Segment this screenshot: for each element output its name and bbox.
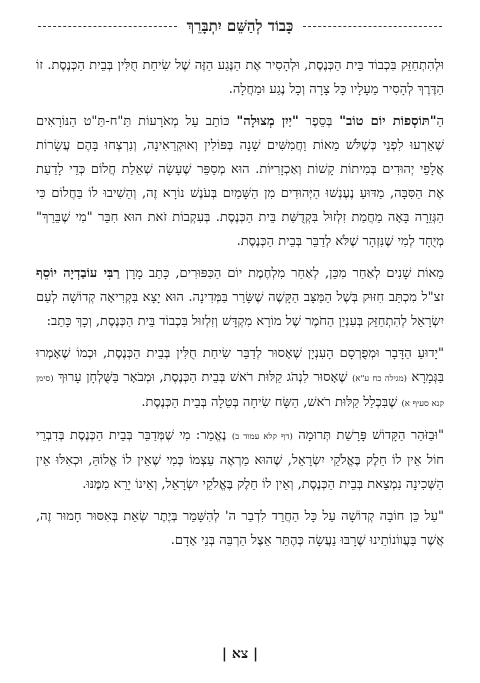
text-run: זצ"ל מִכְתַּב חִזּוּק בְּשֶׁל הַמַּצָּב הַקָּשֶׁה שֶׁשָּׂרַר בַּמְּדִינָה. הוּא יָצָא בִּקְרִיאָה קְדוֹשָׁה לְעַם יִשְׂרָאֵל לְהִתְחַזֵּק בְּעִנְיַן הַחֹמֶר שֶׁל מוֹרָא מִקְדָּשׁ וְזִלְזוּל בִּכְבוֹד בֵּית הַכְּנֶסֶת, וְכָךְ כָּתַב: [36,290,444,329]
header-title: כָּבוֹד לְהַשֵּׁם יִתְבָּרֵךְ [186,16,294,35]
text-run: "יָדוּעַ הַדָּבָר וּמְפֻרְסָם הָעִנְיָן שֶׁאָסוּר לְדַבֵּר שִׂיחַת חֻלִּין בְּבֵית הַכְּנֶסֶת, וּכְמוֹ שֶׁאָמְרוּ בַּגְּמָרָא [36,346,444,385]
source-citation: (דף קלא עמוד ב) [231,432,293,442]
paragraph-5-quote [36,424,444,497]
paragraph-4-quote [36,342,444,416]
rabbi-name: רַבִּי עוֹבַדְיָה יוֹסֵף [36,266,120,281]
source-citation: (מגילה כח ע"א) [352,374,407,384]
text-run: כּוֹתֵב עַל מְאֹרָעוֹת תַּ"ח-תַּ"ט הַנּוֹרָאִים שֶׁאֵרְעוּ לִפְנֵי כְּשֶׁלֹּשׁ מֵאוֹת וַחֲמִשִּׁים שָׁנָה בְּפּוֹלִין וְאוּקְרַאִינָה, וְנִרְצְחוּ בָּהֶם עֲשָׂרוֹת אֲלָפֵי יְהוּדִים בְּמִיתוֹת קָשׁוֹת וְאַכְזָרִיּוֹת. הוּא מְסַפֵּר שֶׁעָשָׂה שְׁאֵלַת חֲלוֹם כְּדֵי לָדַעַת אֶת הַסִּבָּה, מַדּוּעַ נֶעֶנְשׁוּ הַיְּהוּדִים מִן הַשָּׁמַיִם בְּעֹנֶשׁ נוֹרָא זֶה, וְהֵשִׁיבוּ לוֹ בַּחֲלוֹם כִּי הַגְּזֵרָה בָּאָה מֵחֲמַת זִלְזוּל בִּקְדֻשַּׁת בֵּית הַכְּנֶסֶת. בְּעִקְבוֹת זֹאת הוּא חִבֵּר "מִי שֶׁבֵּרַךְ" מְיֻחָד לְמִי שֶׁנִּזְהָר שֶׁלֹּא לְדַבֵּר בְּבֵית הַכְּנֶסֶת. [36,114,444,249]
paragraph-3 [36,262,444,334]
book-title: "יַיִן מְצוּלָה" [236,114,299,129]
paragraph-2 [36,110,444,254]
page-body [36,54,444,561]
text-run: "וּבַזֹּהַר הַקָּדוֹשׁ פָּרָשַׁת תְּרוּמָה [292,428,444,443]
paragraph-1: וּלְהִתְחַזֵּק בִּכְבוֹד בֵּית הַכְּנֶסֶת, וּלְהָסִיר אֶת הַנֶּגַע הַזֶּה שֶׁל שִׂיחַת חֻלִּין בְּבֵית הַכְּנֶסֶת. זוֹ הַדֶּרֶךְ לְהָסִיר מֵעָלָיו כָּל צָרָה וְכָל נֶגַע וּמַחֲלָה. [36,58,444,97]
text-run: בְּסֵפֶר [298,114,340,129]
header-divider-left [38,26,177,27]
running-header [38,12,442,40]
source-citation: (סימן קנא סעיף א) [36,374,444,409]
text-run: מֵאוֹת שָׁנִים לְאַחַר מִכֵּן, לְאַחַר מִלְחֶמֶת יוֹם הַכִּפּוּרִים, כָּתַב מָרָן [119,266,444,281]
text-run: נֶאֱמַר: מִי שֶׁמְּדַבֵּר בְּבֵית הַכְּנֶסֶת בְּדִבְרֵי חוֹל אֵין לוֹ חֵלֶק בֶּאֱלֹקֵי יִשְׂרָאֵל, שֶׁהוּא מַרְאֶה עַצְמוֹ כְּמִי שֶׁאֵין לוֹ אֱלוֹהַּ, וּכְאִלּוּ אֵין הַשְּׁכִינָה נִמְצֵאת בְּבֵית הַכְּנֶסֶת, וְאֵין לוֹ חֵלֶק בֶּאֱלֹקֵי יִשְׂרָאֵל, וְאֵינוֹ יָרֵא מִמֶּנּוּ. [36,428,444,492]
text-run: שֶׁבִּכְלַל קַלּוּת רֹאשׁ, הַשָּׂח שִׂיחָה בְּטֵלָה בְּבֵית הַכְּנֶסֶת. [141,395,402,410]
text-run: הַ [436,114,444,129]
page-number: | צא | [221,646,259,662]
text-run: שֶׁאָסוּר לִנְהֹג קַלּוּת רֹאשׁ בְּבֵית הַכְּנֶסֶת, וּמְבֹאָר בַּשֻּׁלְחָן עָרוּךְ [53,370,353,385]
book-author-name: "תּוֹסְפוֹת יוֹם טוֹב" [339,114,437,129]
header-divider-right [303,26,442,27]
paragraph-6-quote: "עַל כֵּן חוֹבָה קְדוֹשָׁה עַל כָּל הַחֲרֵד לִדְבַר ה' לְהִשָּׁמֵר בְּיֶתֶר שְׂאֵת בְּאִסּוּר חָמוּר זֶה, אֲשֶׁר בַּעֲווֹנוֹתֵינוּ שֶׁרָבּוּ נַעֲשָׂה כְּהֶתֵּר אֵצֶל הַרְבֵּה בְּנֵי אָדָם. [36,509,444,548]
